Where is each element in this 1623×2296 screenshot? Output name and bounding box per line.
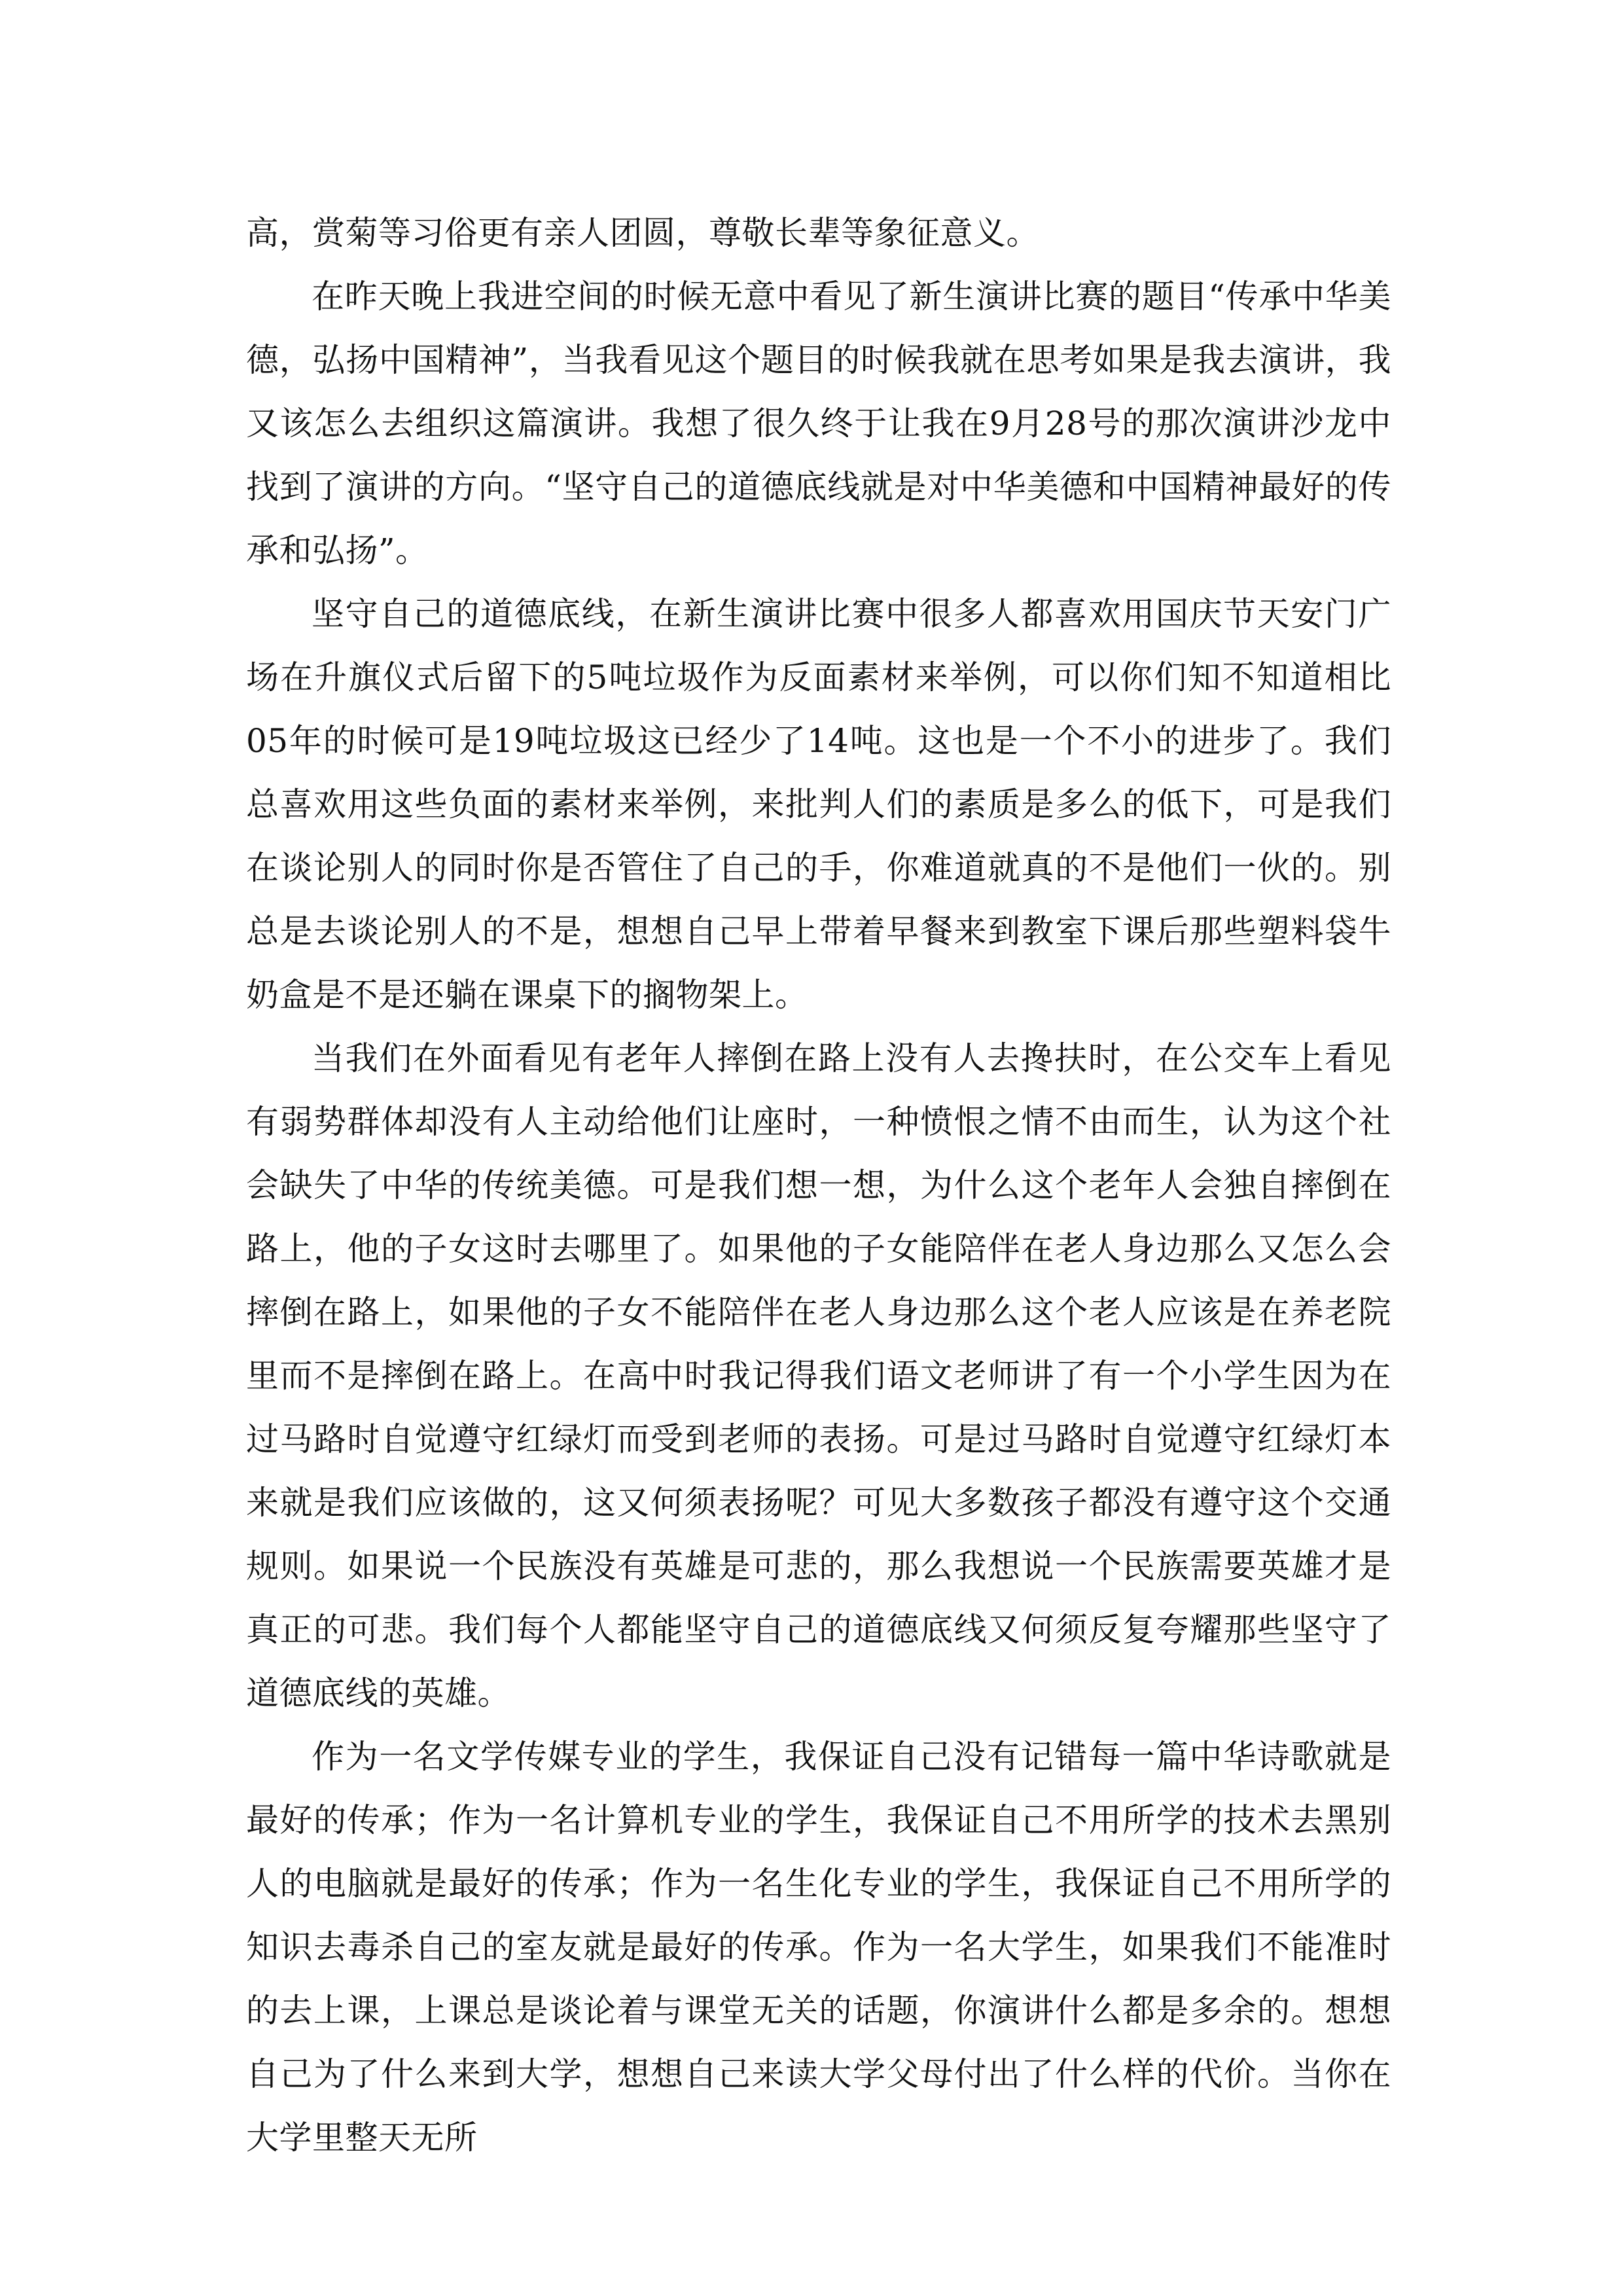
paragraph-continuation: 高，赏菊等习俗更有亲人团圆，尊敬长辈等象征意义。 <box>246 214 1039 252</box>
paragraph: 在昨天晚上我进空间的时候无意中看见了新生演讲比赛的题目“传承中华美德，弘扬中国精神”，当我看见这个题目的时候我就在思考如果是我去演讲，我又该怎么去组织这篇演讲。我想了很久终于让我在9月28号的那次演讲沙龙中找到了演讲的方向。“坚守自己的道德底线就是对中华美德和中国精神最好的传承和弘扬”。 <box>246 278 1391 569</box>
paragraph: 坚守自己的道德底线，在新生演讲比赛中很多人都喜欢用国庆节天安门广场在升旗仪式后留下的5吨垃圾作为反面素材来举例，可以你们知不知道相比05年的时候可是19吨垃圾这已经少了14吨。这也是一个不小的进步了。我们总喜欢用这些负面的素材来举例，来批判人们的素质是多么的低下，可是我们在谈论别人的同时你是否管住了自己的手，你难道就真的不是他们一伙的。别总是去谈论别人的不是，想想自己早上带着早餐来到教室下课后那些塑料袋牛奶盒是不是还躺在课桌下的搁物架上。 <box>246 595 1391 1014</box>
paragraph: 当我们在外面看见有老年人摔倒在路上没有人去搀扶时，在公交车上看见有弱势群体却没有人主动给他们让座时，一种愤恨之情不由而生，认为这个社会缺失了中华的传统美德。可是我们想一想，为什么这个老年人会独自摔倒在路上，他的子女这时去哪里了。如果他的子女能陪伴在老人身边那么又怎么会摔倒在路上，如果他的子女不能陪伴在老人身边那么这个老人应该是在养老院里而不是摔倒在路上。在高中时我记得我们语文老师讲了有一个小学生因为在过马路时自觉遵守红绿灯而受到老师的表扬。可是过马路时自觉遵守红绿灯本来就是我们应该做的，这又何须表扬呢？可见大多数孩子都没有遵守这个交通规则。如果说一个民族没有英雄是可悲的，那么我想说一个民族需要英雄才是真正的可悲。我们每个人都能坚守自己的道德底线又何须反复夸耀那些坚守了道德底线的英雄。 <box>246 1039 1391 1712</box>
body-text <box>246 202 1391 2170</box>
paragraph: 作为一名文学传媒专业的学生，我保证自己没有记错每一篇中华诗歌就是最好的传承；作为一名计算机专业的学生，我保证自己不用所学的技术去黑别人的电脑就是最好的传承；作为一名生化专业的学生，我保证自己不用所学的知识去毒杀自己的室友就是最好的传承。作为一名大学生，如果我们不能准时的去上课，上课总是谈论着与课堂无关的话题，你演讲什么都是多余的。想想自己为了什么来到大学，想想自己来读大学父母付出了什么样的代价。当你在大学里整天无所 <box>246 1738 1391 2157</box>
